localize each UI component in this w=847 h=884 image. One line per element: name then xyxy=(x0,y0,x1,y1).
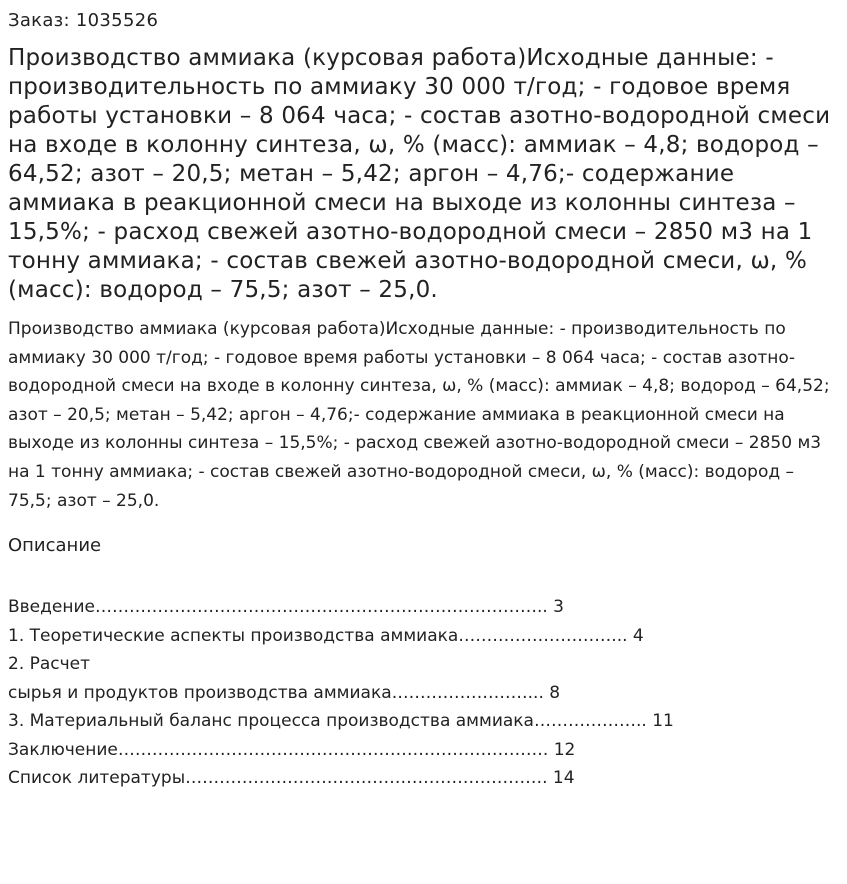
toc-line-conclusion: Заключение…………………………………………………………………. 12 xyxy=(8,739,576,760)
description-heading: Описание xyxy=(8,535,102,557)
toc-line-chapter-3: 3. Материальный баланс процесса производства аммиака……………….. 11 xyxy=(8,711,674,732)
summary-paragraph: Производство аммиака (курсовая работа)Исходные данные: - производительность по аммиаку 30 000 т/год; - годовое время работы установки – 8 064 часа; - состав азотно-водородной смеси на входе в колонну синтеза, ω, % (масс): аммиак – 4,8; водород – 64,52; азот – 20,5; метан – 5,42; аргон – 4,76;- содержание аммиака в реакционной смеси на выходе из колонны синтеза – 15,5%; - расход свежей азотно-водородной смеси – 2850 м3 на 1 тонну аммиака; - состав свежей азотно-водородной смеси, ω, % (масс): водород – 75,5; азот – 25,0. xyxy=(8,319,830,511)
document-title: Производство аммиака (курсовая работа)Исходные данные: - производительность по аммиаку 30 000 т/год; - годовое время работы установки – 8 064 часа; - состав азотно-водородной смеси на входе в колонну синтеза, ω, % (масс): аммиак – 4,8; водород – 64,52; азот – 20,5; метан – 5,42; аргон – 4,76;- содержание аммиака в реакционной смеси на выходе из колонны синтеза – 15,5%; - расход свежей азотно-водородной смеси – 2850 м3 на 1 тонну аммиака; - состав свежей азотно-водородной смеси, ω, % (масс): водород – 75,5; азот – 25,0. xyxy=(8,45,831,303)
toc-line-chapter-1: 1. Теоретические аспекты производства аммиака………………………... 4 xyxy=(8,625,644,646)
toc-line-references: Список литературы………………………………………………………. 14 xyxy=(8,768,575,789)
toc-line-chapter-2-continued: сырья и продуктов производства аммиака……………………... 8 xyxy=(8,682,561,703)
order-number: Заказ: 1035526 xyxy=(8,10,159,31)
toc-line-introduction: Введение…………………………………………………………………….. 3 xyxy=(8,597,565,618)
toc-line-chapter-2: 2. Расчет xyxy=(8,654,91,675)
table-of-contents xyxy=(8,593,839,793)
